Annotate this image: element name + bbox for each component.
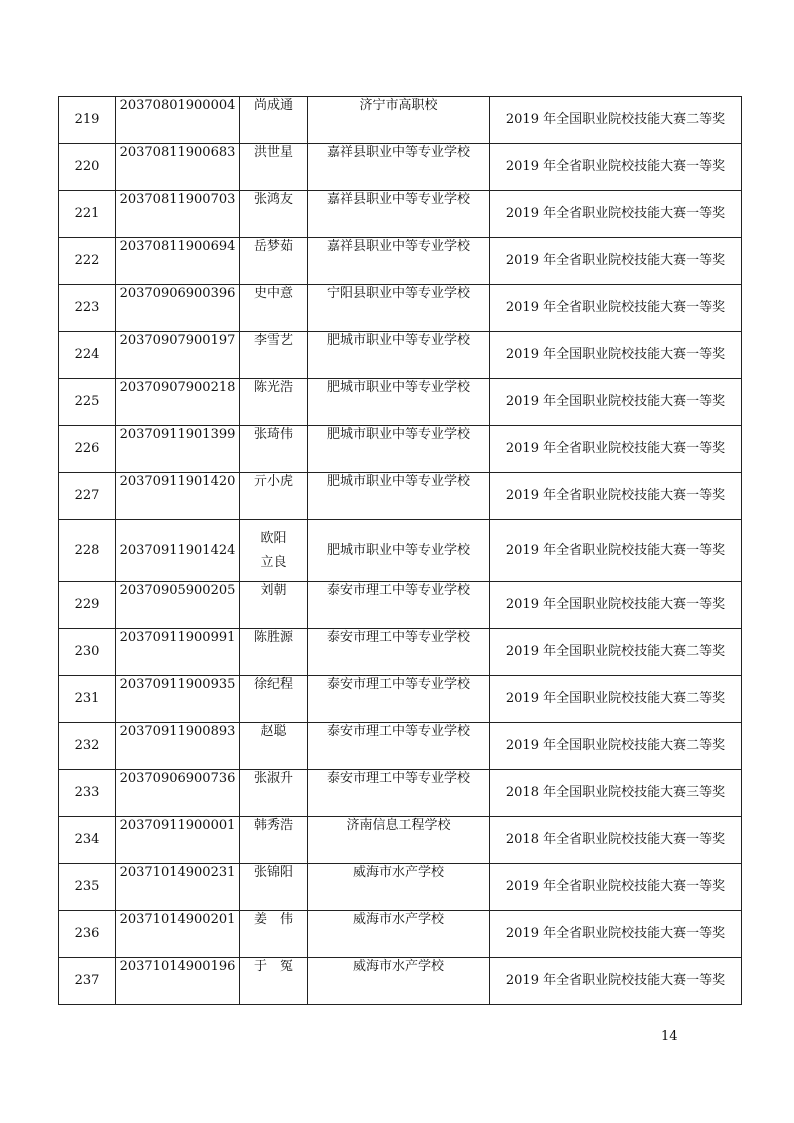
row-number: 231 <box>59 676 116 723</box>
award-text: 2018 年全省职业院校技能大赛一等奖 <box>490 817 742 864</box>
student-id: 20370911901399 <box>116 426 240 473</box>
table-row <box>59 191 742 238</box>
student-id: 20370906900396 <box>116 285 240 332</box>
award-text: 2019 年全省职业院校技能大赛一等奖 <box>490 958 742 1005</box>
student-name: 岳梦茹 <box>240 238 308 285</box>
award-text: 2019 年全国职业院校技能大赛二等奖 <box>490 629 742 676</box>
row-number: 225 <box>59 379 116 426</box>
school-name: 威海市水产学校 <box>308 911 490 958</box>
student-id: 20370911900893 <box>116 723 240 770</box>
row-number: 229 <box>59 582 116 629</box>
table-row <box>59 958 742 1005</box>
row-number: 237 <box>59 958 116 1005</box>
page-number: 14 <box>661 1029 678 1044</box>
student-name: 张锦阳 <box>240 864 308 911</box>
row-number: 219 <box>59 97 116 144</box>
row-number: 233 <box>59 770 116 817</box>
award-text: 2019 年全国职业院校技能大赛一等奖 <box>490 332 742 379</box>
student-name: 张鸿友 <box>240 191 308 238</box>
student-id: 20370811900694 <box>116 238 240 285</box>
award-text: 2019 年全省职业院校技能大赛一等奖 <box>490 191 742 238</box>
table-row <box>59 629 742 676</box>
student-name: 李雪艺 <box>240 332 308 379</box>
student-id: 20370907900197 <box>116 332 240 379</box>
student-id: 20370911900991 <box>116 629 240 676</box>
table-row <box>59 379 742 426</box>
student-id: 20370801900004 <box>116 97 240 144</box>
school-name: 嘉祥县职业中等专业学校 <box>308 144 490 191</box>
award-text: 2019 年全省职业院校技能大赛一等奖 <box>490 520 742 582</box>
student-name: 刘朝 <box>240 582 308 629</box>
table-row <box>59 238 742 285</box>
student-name: 亓小虎 <box>240 473 308 520</box>
row-number: 230 <box>59 629 116 676</box>
student-name: 洪世星 <box>240 144 308 191</box>
table-row <box>59 817 742 864</box>
school-name: 威海市水产学校 <box>308 958 490 1005</box>
school-name: 泰安市理工中等专业学校 <box>308 676 490 723</box>
school-name: 泰安市理工中等专业学校 <box>308 582 490 629</box>
student-name-line1: 欧阳 <box>260 530 287 546</box>
student-name: 陈光浩 <box>240 379 308 426</box>
award-text: 2019 年全国职业院校技能大赛二等奖 <box>490 97 742 144</box>
row-number: 232 <box>59 723 116 770</box>
student-id: 20371014900196 <box>116 958 240 1005</box>
award-text: 2019 年全省职业院校技能大赛一等奖 <box>490 144 742 191</box>
row-number: 235 <box>59 864 116 911</box>
award-text: 2019 年全国职业院校技能大赛一等奖 <box>490 582 742 629</box>
school-name: 嘉祥县职业中等专业学校 <box>308 191 490 238</box>
award-text: 2019 年全省职业院校技能大赛一等奖 <box>490 285 742 332</box>
student-name: 姜 伟 <box>240 911 308 958</box>
school-name: 嘉祥县职业中等专业学校 <box>308 238 490 285</box>
student-name <box>240 520 308 582</box>
school-name: 肥城市职业中等专业学校 <box>308 332 490 379</box>
table-row <box>59 723 742 770</box>
table-row <box>59 473 742 520</box>
award-text: 2019 年全省职业院校技能大赛一等奖 <box>490 911 742 958</box>
table-row <box>59 864 742 911</box>
table-row <box>59 520 742 582</box>
table-row <box>59 285 742 332</box>
student-name: 张琦伟 <box>240 426 308 473</box>
student-name: 于 冤 <box>240 958 308 1005</box>
student-id: 20370911900935 <box>116 676 240 723</box>
student-id: 20370907900218 <box>116 379 240 426</box>
row-number: 222 <box>59 238 116 285</box>
school-name: 肥城市职业中等专业学校 <box>308 473 490 520</box>
student-id: 20370911901420 <box>116 473 240 520</box>
table-row <box>59 97 742 144</box>
row-number: 224 <box>59 332 116 379</box>
table-row <box>59 770 742 817</box>
award-text: 2019 年全省职业院校技能大赛一等奖 <box>490 238 742 285</box>
row-number: 223 <box>59 285 116 332</box>
student-name: 徐纪程 <box>240 676 308 723</box>
row-number: 220 <box>59 144 116 191</box>
row-number: 228 <box>59 520 116 582</box>
student-id: 20370911901424 <box>116 520 240 582</box>
school-name: 泰安市理工中等专业学校 <box>308 629 490 676</box>
award-text: 2018 年全国职业院校技能大赛三等奖 <box>490 770 742 817</box>
award-text: 2019 年全省职业院校技能大赛一等奖 <box>490 473 742 520</box>
award-text: 2019 年全省职业院校技能大赛一等奖 <box>490 864 742 911</box>
row-number: 227 <box>59 473 116 520</box>
table-row <box>59 426 742 473</box>
student-id: 20370811900703 <box>116 191 240 238</box>
student-name: 陈胜源 <box>240 629 308 676</box>
row-number: 234 <box>59 817 116 864</box>
table-row <box>59 911 742 958</box>
row-number: 226 <box>59 426 116 473</box>
school-name: 宁阳县职业中等专业学校 <box>308 285 490 332</box>
student-id: 20371014900201 <box>116 911 240 958</box>
award-text: 2019 年全国职业院校技能大赛二等奖 <box>490 676 742 723</box>
student-id: 20371014900231 <box>116 864 240 911</box>
row-number: 221 <box>59 191 116 238</box>
student-id: 20370811900683 <box>116 144 240 191</box>
school-name: 肥城市职业中等专业学校 <box>308 426 490 473</box>
table-row <box>59 582 742 629</box>
school-name: 肥城市职业中等专业学校 <box>308 520 490 582</box>
school-name: 威海市水产学校 <box>308 864 490 911</box>
award-roster-table <box>58 96 742 1005</box>
student-id: 20370906900736 <box>116 770 240 817</box>
table-row <box>59 144 742 191</box>
student-name: 赵聪 <box>240 723 308 770</box>
student-name: 史中意 <box>240 285 308 332</box>
row-number: 236 <box>59 911 116 958</box>
award-text: 2019 年全国职业院校技能大赛二等奖 <box>490 723 742 770</box>
school-name: 济宁市高职校 <box>308 97 490 144</box>
student-name: 张淑升 <box>240 770 308 817</box>
student-id: 20370905900205 <box>116 582 240 629</box>
student-id: 20370911900001 <box>116 817 240 864</box>
table-row <box>59 332 742 379</box>
table-row <box>59 676 742 723</box>
award-text: 2019 年全省职业院校技能大赛一等奖 <box>490 426 742 473</box>
school-name: 肥城市职业中等专业学校 <box>308 379 490 426</box>
student-name: 韩秀浩 <box>240 817 308 864</box>
school-name: 泰安市理工中等专业学校 <box>308 723 490 770</box>
award-text: 2019 年全国职业院校技能大赛一等奖 <box>490 379 742 426</box>
school-name: 泰安市理工中等专业学校 <box>308 770 490 817</box>
student-name-line2: 立良 <box>260 554 287 570</box>
school-name: 济南信息工程学校 <box>308 817 490 864</box>
student-name: 尚成通 <box>240 97 308 144</box>
